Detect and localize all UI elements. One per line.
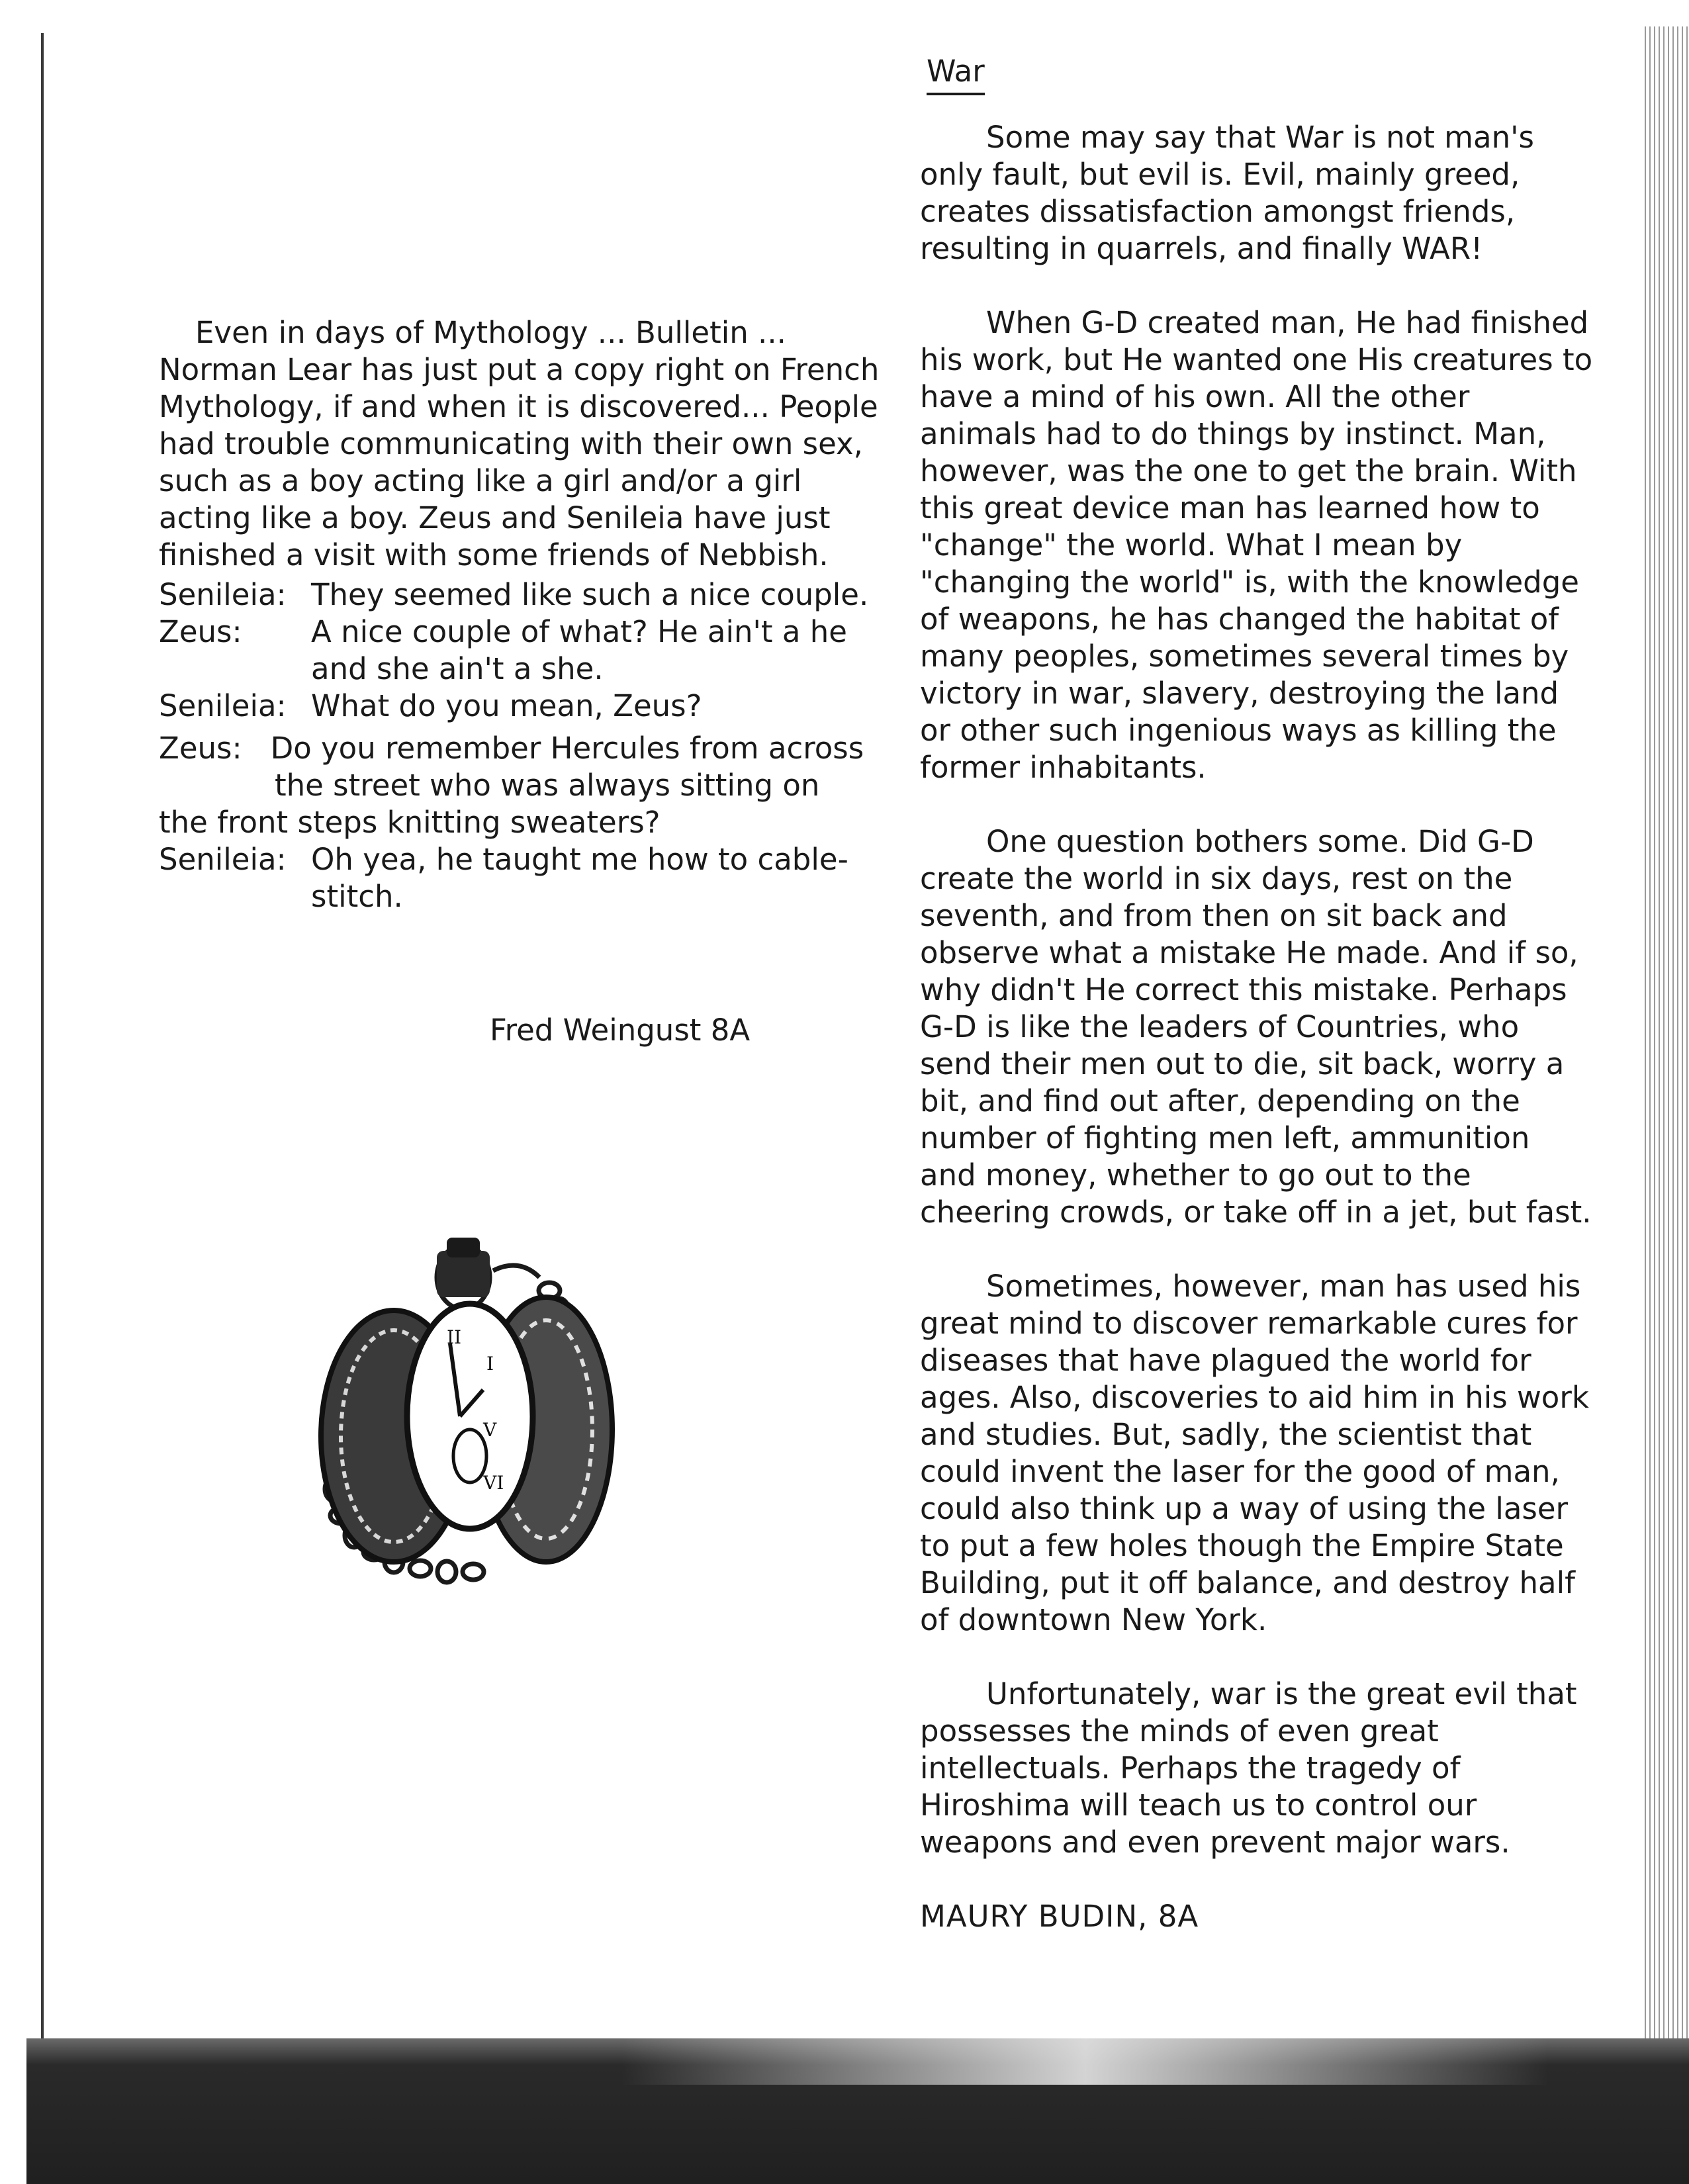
svg-text:II: II [447,1326,462,1348]
left-article-intro: Even in days of Mythology ... Bulletin ... Norman Lear has just put a copy right on French Mythology, if and when it is discovered... People had trouble communicating with their own sex, such as a boy acting like a girl and/or a girl acting like a boy. Zeus and Senileia have just finished a visit with some friends of Nebbish. [159,315,880,572]
dialogue-speech: They seemed like such a nice couple. [311,577,869,612]
dialogue-speaker: Zeus: [159,614,242,649]
dialogue-line [159,576,880,614]
article-paragraph: Unfortunately, war is the great evil that possesses the minds of even great intellectuals. Perhaps the tragedy of Hiroshima will teach us to control our weapons and even prevent major wars. [920,1676,1577,1860]
dialogue-speech: Oh yea, he taught me how to cable-stitch. [311,842,848,914]
left-article [159,314,880,915]
left-article-author: Fred Weingust 8A [490,1013,751,1048]
scan-page-border [41,33,44,2071]
dialogue-speech-continued: the front steps knitting sweaters? [159,805,661,840]
article-paragraph: Some may say that War is not man's only fault, but evil is. Evil, mainly greed, creates dissatisfaction amongst friends, resulting in quarrels, and finally WAR! [920,120,1534,266]
scan-shadow [26,2038,1689,2184]
dialogue-line [159,614,880,688]
dialogue-line [159,730,880,841]
svg-text:I: I [486,1353,494,1375]
dialogue-speech: Do you remember Hercules from across [270,731,864,766]
right-article [920,53,1595,1935]
dialogue-line [159,688,880,725]
dialogue-speech: A nice couple of what? He ain't a he and she ain't a she. [311,614,847,686]
dialogue-speaker: Senileia: [159,688,287,723]
pocket-watch-icon [295,1238,639,1608]
dialogue-speaker: Zeus: [159,731,242,766]
article-paragraph: One question bothers some. Did G-D create the world in six days, rest on the seventh, and from then on sit back and observe what a mistake He made. And if so, why didn't He correct this mistake. Perhaps G-D is like the leaders of Countries, who send their men out to die, sit back, worry a bit, and find out after, depending on the number of fighting men left, ammunition and money, whether to go out to the cheering crowds, or take off in a jet, but fast. [920,824,1592,1230]
scan-page-edges [1641,26,1689,2045]
dialogue-line [159,841,880,915]
svg-text:VI: VI [483,1472,504,1494]
dialogue-speaker: Senileia: [159,842,287,877]
dialogue-speech-first [159,730,880,767]
dialogue-speech: What do you mean, Zeus? [311,688,702,723]
right-article-author: MAURY BUDIN, 8A [920,1899,1199,1934]
dialogue-speech-indented: the street who was always sitting on [275,768,820,803]
article-paragraph: When G-D created man, He had finished his work, but He wanted one His creatures to have a mind of his own. All the other animals had to do things by instinct. Man, however, was the one to get the brain. With this great device man has learned how to "change" the world. What I mean by "changing the world" is, with the knowledge of weapons, he has changed the habitat of many peoples, sometimes several times by victory in war, slavery, destroying the land or other such ingenious ways as killing the former inhabitants. [920,305,1593,785]
dialogue-speaker: Senileia: [159,577,287,612]
svg-text:V: V [483,1419,497,1441]
article-title: War [927,53,985,95]
article-paragraph: Sometimes, however, man has used his great mind to discover remarkable cures for diseases that have plagued the world for ages. Also, discoveries to aid him in his work and studies. But, sadly, the scientist that could invent the laser for the good of man, could also think up a way of using the laser to put a few holes though the Empire State Building, put it off balance, and destroy half of downtown New York. [920,1269,1589,1637]
